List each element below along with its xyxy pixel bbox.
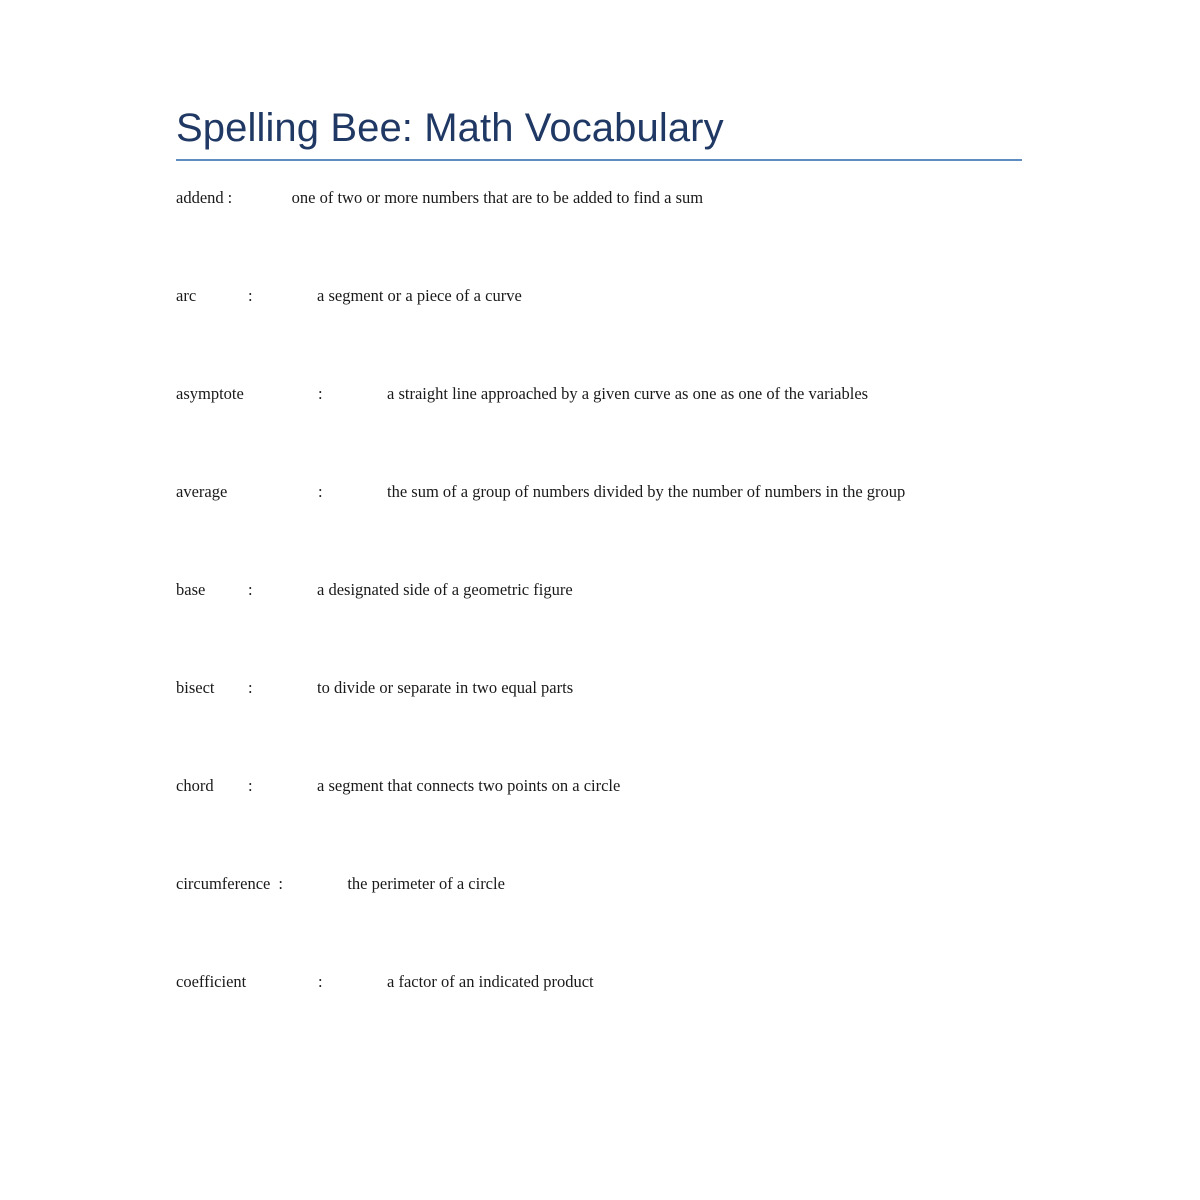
vocabulary-separator: : xyxy=(248,580,253,599)
page-title: Spelling Bee: Math Vocabulary xyxy=(176,106,724,150)
vocabulary-term: base xyxy=(176,580,206,599)
vocabulary-entry-line xyxy=(176,872,1022,895)
vocabulary-entry-line xyxy=(176,284,1022,307)
vocabulary-entry-line xyxy=(176,186,1022,209)
vocabulary-entry xyxy=(176,186,1022,284)
vocabulary-entry xyxy=(176,480,1022,578)
vocabulary-entry xyxy=(176,284,1022,382)
vocabulary-list xyxy=(176,186,1022,993)
vocabulary-entry-line xyxy=(176,676,1022,699)
vocabulary-definition: a factor of an indicated product xyxy=(387,972,594,991)
vocabulary-term: addend xyxy=(176,188,224,207)
vocabulary-entry-line xyxy=(176,578,1022,601)
title-underline-rule xyxy=(176,159,1022,161)
vocabulary-term: circumference xyxy=(176,874,271,893)
vocabulary-definition: a straight line approached by a given curve as one as one of the variables xyxy=(387,384,869,403)
vocabulary-definition: the perimeter of a circle xyxy=(347,874,505,893)
vocabulary-entry-line xyxy=(176,382,1022,405)
vocabulary-term: asymptote xyxy=(176,384,244,403)
vocabulary-definition: a segment that connects two points on a circle xyxy=(317,776,621,795)
vocabulary-separator: : xyxy=(278,874,283,893)
vocabulary-definition: a segment or a piece of a curve xyxy=(317,286,522,305)
vocabulary-separator: : xyxy=(248,776,253,795)
vocabulary-term: coefficient xyxy=(176,972,247,991)
vocabulary-separator: : xyxy=(318,972,323,991)
vocabulary-entry xyxy=(176,382,1022,480)
vocabulary-entry xyxy=(176,872,1022,970)
vocabulary-term: bisect xyxy=(176,678,215,697)
vocabulary-separator: : xyxy=(227,188,233,207)
vocabulary-entry xyxy=(176,774,1022,872)
vocabulary-entry xyxy=(176,676,1022,774)
vocabulary-definition: a designated side of a geometric figure xyxy=(317,580,573,599)
vocabulary-term: arc xyxy=(176,286,197,305)
vocabulary-entry-line xyxy=(176,970,1022,993)
vocabulary-separator: : xyxy=(318,384,323,403)
vocabulary-definition: one of two or more numbers that are to be added to find a sum xyxy=(291,188,704,207)
vocabulary-term: chord xyxy=(176,776,214,795)
vocabulary-definition: the sum of a group of numbers divided by the number of numbers in the group xyxy=(387,482,906,501)
vocabulary-definition: to divide or separate in two equal parts xyxy=(317,678,574,697)
vocabulary-entry-line xyxy=(176,774,1022,797)
vocabulary-entry xyxy=(176,970,1022,993)
vocabulary-entry-line xyxy=(176,480,1022,503)
vocabulary-separator: : xyxy=(248,678,253,697)
vocabulary-entry xyxy=(176,578,1022,676)
vocabulary-separator: : xyxy=(318,482,323,501)
title-block xyxy=(176,104,1022,161)
vocabulary-separator: : xyxy=(248,286,253,305)
vocabulary-term: average xyxy=(176,482,228,501)
